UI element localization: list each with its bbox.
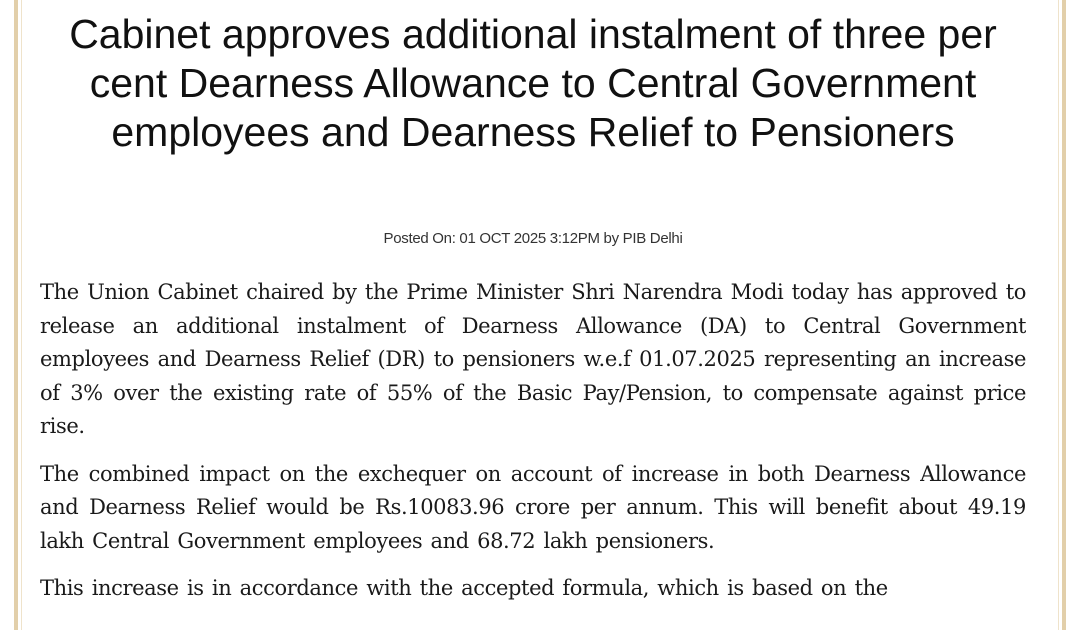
article-title: Cabinet approves additional instalment of three per cent Dearness Allowance to Central Government employees and Dearness Relief to Pensioners [69, 11, 997, 155]
posted-date: Posted On: 01 OCT 2025 3:12PM by PIB Delhi [383, 230, 683, 247]
article-paragraph: This increase is in accordance with the accepted formula, which is based on the [40, 576, 888, 600]
left-border [14, 0, 18, 630]
article-paragraph: The combined impact on the exchequer on account of increase in both Dearness Allowance and Dearness Relief would be Rs.10083.96 crore per annum. This will benefit about 49.19 lakh Central Government employees and 68.72 lakh pensioners. [40, 461, 1026, 553]
press-release [40, 0, 1026, 630]
article-paragraph: The Union Cabinet chaired by the Prime Minister Shri Narendra Modi today has approved to release an additional instalment of Dearness Allowance (DA) to Central Government employees and Dearness Relief (DR) to pensioners w.e.f 01.07.2025 representing an increase of 3% over the existing rate of 55% of the Basic Pay/Pension, to compensate against price rise. [40, 280, 1026, 438]
right-border [1062, 0, 1066, 630]
